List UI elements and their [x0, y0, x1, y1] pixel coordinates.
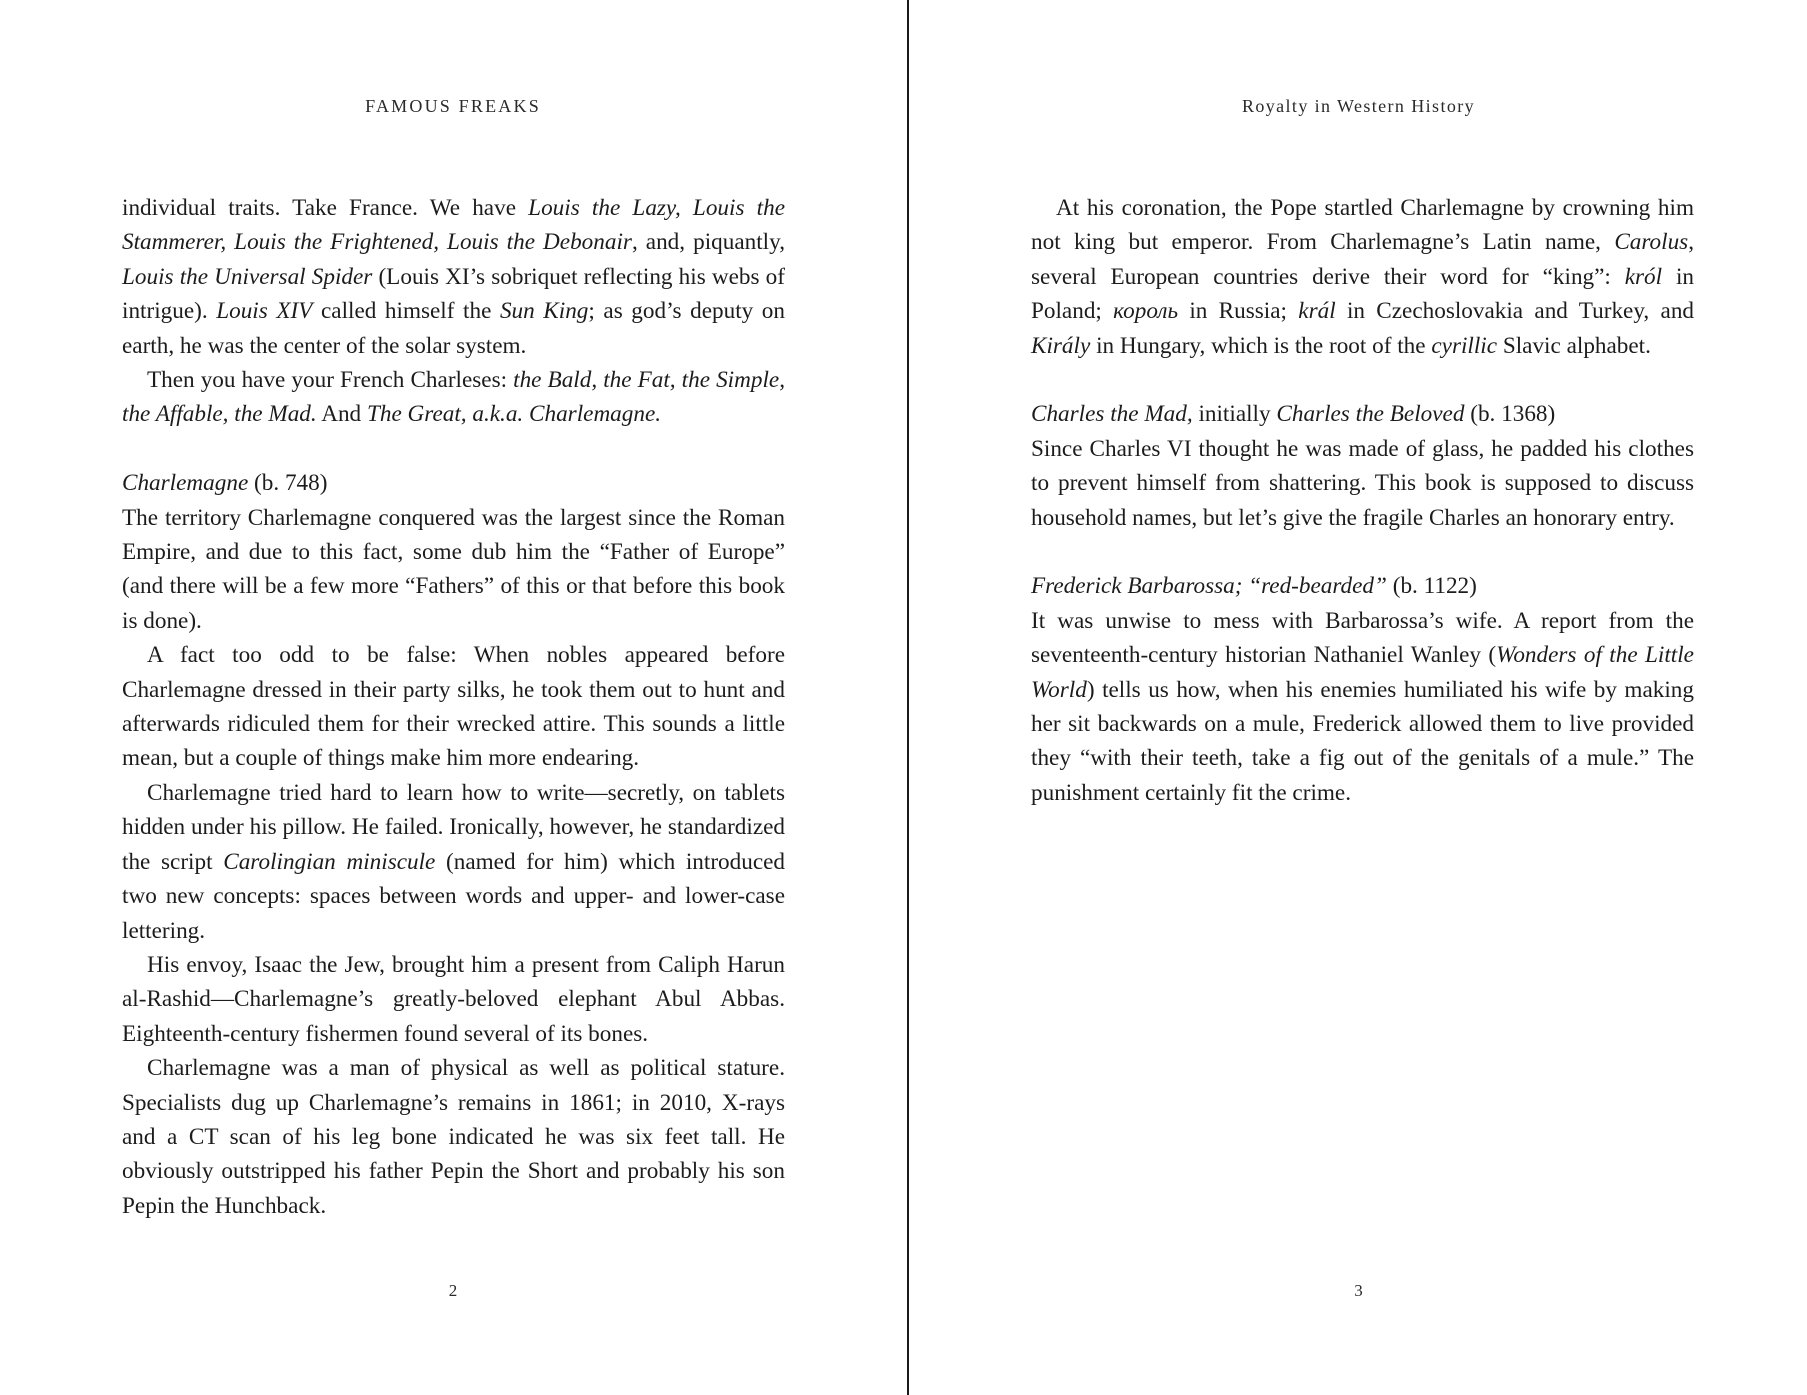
left-page-body [122, 191, 785, 1223]
paragraph-territory: The territory Charlemagne conquered was the largest since the Roman Empire, and due to this fact, some dub him the “Father of Europe” (and there will be a few more “Fathers” of this or that before this book is done). [122, 504, 785, 634]
paragraph-louis: individual traits. Take France. We have Louis the Lazy, Louis the Stammerer, Louis the Frightened, Louis the Debonair, and, piquantly, Louis the Universal Spider (Louis XI’s sobriquet reflecting his webs of intrigue). Louis XIV called himself the Sun King; as god’s deputy on earth, he was the center of the solar system. [122, 195, 786, 359]
page-number-left: 2 [448, 1281, 458, 1300]
section-spacer [1031, 363, 1694, 397]
paragraph-charleses: Then you have your French Charleses: the Bald, the Fat, the Simple, the Affable, the Mad. And The Great, a.k.a. Charlemagne. [122, 367, 785, 428]
right-page [910, 0, 1807, 1395]
running-head-right: Royalty in Western History [1241, 96, 1476, 116]
paragraph-nobles: A fact too odd to be false: When nobles appeared before Charlemagne dressed in their party silks, he took them out to hunt and afterwards ridiculed them for their wrecked attire. This sounds a little mean, but a couple of things make him more endearing. [122, 642, 785, 772]
paragraph-coronation: At his coronation, the Pope startled Charlemagne by crowning him not king but emperor. From Charlemagne’s Latin name, Carolus, several European countries derive their word for “king”: król in Poland; король in Russia; král in Czechoslovakia and Turkey, and Király in Hungary, which is the root of the cyrillic Slavic alphabet. [1031, 195, 1695, 359]
paragraph-barbarossa-wife: It was unwise to mess with Barbarossa’s wife. A report from the seventeenth-century historian Nathaniel Wanley (Wonders of the Little World) tells us how, when his enemies humiliated his wife by making her sit backwards on a mule, Frederick allowed them to live provided they “with their teeth, take a fig out of the genitals of a mule.” The punishment certainly fit the crime. [1031, 607, 1694, 806]
paragraph-writing: Charlemagne tried hard to learn how to write—secretly, on tablets hidden under his pillow. He failed. Ironically, however, he standardized the script Carolingian miniscule (named for him) which introduced two new concepts: spaces between words and upper- and lower-case lettering. [122, 779, 786, 944]
section-spacer [1031, 535, 1694, 569]
paragraph-glass: Since Charles VI thought he was made of glass, he padded his clothes to prevent himself from shattering. This book is supposed to discuss household names, but let’s give the fragile Charles an honorary entry. [1031, 435, 1694, 531]
entry-heading-charlemagne: Charlemagne (b. 748) [122, 470, 328, 497]
paragraph-elephant: His envoy, Isaac the Jew, brought him a present from Caliph Harun al-Rashid—Charlemagne’s greatly-beloved elephant Abul Abbas. Eighteenth-century fishermen found several of its bones. [122, 951, 785, 1047]
right-page-body [1031, 191, 1694, 810]
running-head-left: FAMOUS FREAKS [365, 96, 541, 116]
section-spacer [122, 432, 785, 466]
paragraph-stature: Charlemagne was a man of physical as well as political stature. Specialists dug up Charlemagne’s remains in 1861; in 2010, X-rays and a CT scan of his leg bone indicated he was six feet tall. He obviously outstripped his father Pepin the Short and probably his son Pepin the Hunchback. [122, 1055, 785, 1219]
entry-heading-charles-the-mad: Charles the Mad, initially Charles the Beloved (b. 1368) [1031, 401, 1556, 428]
page-divider [907, 0, 909, 1395]
entry-heading-barbarossa: Frederick Barbarossa; “red-bearded” (b. 1122) [1031, 573, 1477, 600]
page-number-right: 3 [1354, 1281, 1363, 1300]
